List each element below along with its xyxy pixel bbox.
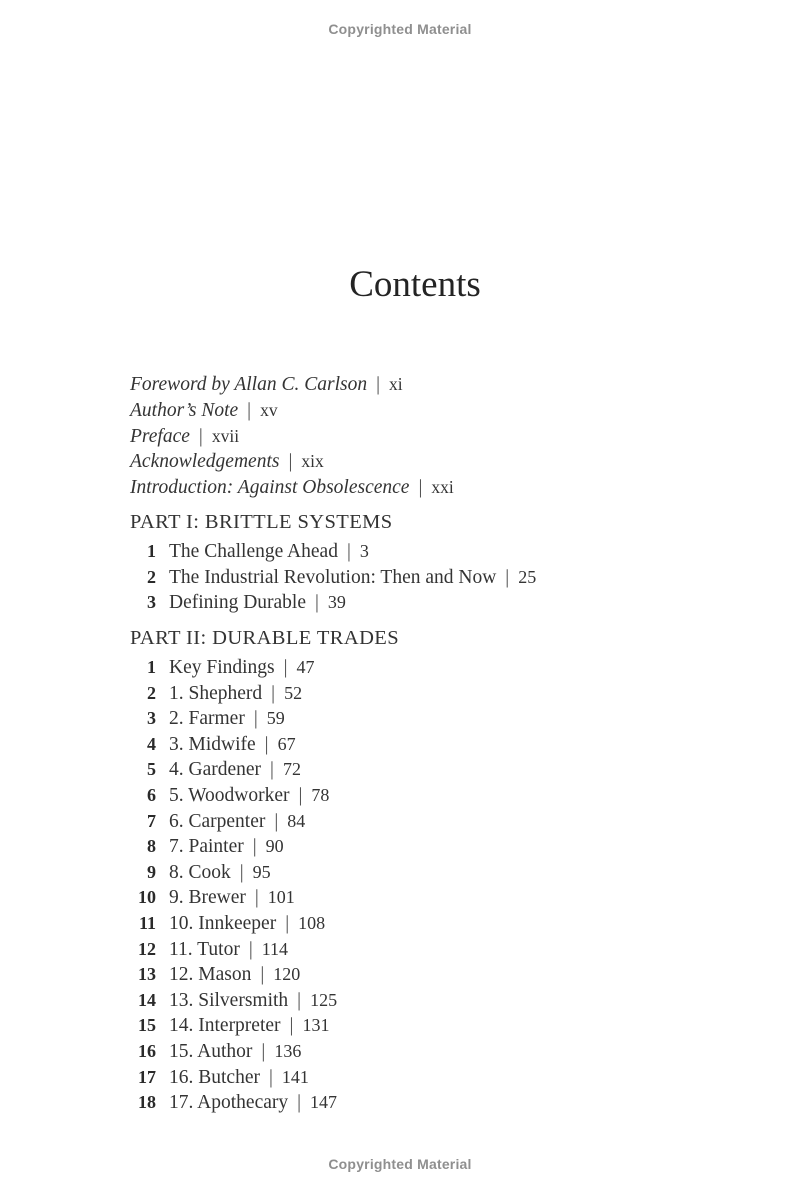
chapter-page: 78 <box>311 784 330 805</box>
separator: | <box>247 399 252 421</box>
contents-title: Contents <box>349 264 481 305</box>
chapter-number: 1 <box>147 541 156 561</box>
chapter-page: 84 <box>287 810 306 831</box>
entry-title: Foreword by Allan C. Carlson <box>130 374 368 395</box>
chapter-page: 59 <box>266 708 285 729</box>
chapter-title: Defining Durable <box>169 592 306 614</box>
toc-entry <box>130 1039 399 1065</box>
chapter-number: 16 <box>138 1040 156 1061</box>
front-matter-entry <box>130 424 454 450</box>
chapter-number: 18 <box>138 1092 156 1113</box>
chapter-title: 9. Brewer <box>169 887 246 909</box>
toc-entry <box>130 783 399 809</box>
chapter-title: 10. Innkeeper <box>169 912 277 934</box>
separator: | <box>376 374 380 395</box>
chapter-number: 7 <box>147 810 156 831</box>
chapter-title: 11. Tutor <box>169 938 240 960</box>
entry-page: xvii <box>211 425 240 446</box>
separator: | <box>264 733 269 755</box>
separator: | <box>289 1015 294 1037</box>
chapter-page: 25 <box>518 566 537 587</box>
chapter-page: 136 <box>274 1040 302 1061</box>
separator: | <box>505 566 510 588</box>
chapter-page: 95 <box>252 861 271 882</box>
separator: | <box>288 451 293 473</box>
chapter-page: 3 <box>359 541 369 561</box>
separator: | <box>346 541 351 562</box>
toc-entry <box>130 1013 399 1039</box>
toc-entry <box>130 885 399 911</box>
part-1-section <box>130 509 536 616</box>
separator: | <box>283 657 288 678</box>
chapter-number: 13 <box>138 964 156 985</box>
separator: | <box>298 784 303 806</box>
entry-page: xv <box>260 399 278 420</box>
chapter-page: 39 <box>327 592 346 613</box>
separator: | <box>297 989 302 1011</box>
separator: | <box>254 887 259 909</box>
chapter-title: 16. Butcher <box>169 1066 260 1088</box>
chapter-title: 6. Carpenter <box>169 810 266 832</box>
chapter-title: 1. Shepherd <box>169 682 263 704</box>
chapter-number: 15 <box>138 1015 156 1036</box>
chapter-title: 3. Midwife <box>169 733 256 755</box>
chapter-page: 108 <box>298 912 326 933</box>
toc-entry <box>130 809 399 835</box>
separator: | <box>271 682 276 704</box>
chapter-number: 2 <box>147 682 156 703</box>
part-heading: PART I: BRITTLE SYSTEMS <box>130 511 393 533</box>
chapter-title: 17. Apothecary <box>169 1092 289 1114</box>
chapter-page: 141 <box>281 1066 309 1087</box>
chapter-number: 4 <box>147 733 156 754</box>
chapter-number: 11 <box>138 912 156 933</box>
chapter-page: 131 <box>302 1015 330 1036</box>
separator: | <box>253 708 258 730</box>
separator: | <box>297 1092 302 1114</box>
chapter-number: 1 <box>147 657 156 677</box>
chapter-number: 12 <box>138 938 156 959</box>
toc-entry <box>130 757 399 783</box>
toc-entry <box>130 1090 399 1116</box>
toc-entry <box>130 565 536 591</box>
toc-entry <box>130 732 399 758</box>
toc-entry <box>130 911 399 937</box>
toc-entry <box>130 860 399 886</box>
chapter-number: 10 <box>138 887 156 908</box>
front-matter-list <box>130 372 454 501</box>
part-heading: PART II: DURABLE TRADES <box>130 627 400 649</box>
entry-page: xi <box>389 374 403 394</box>
separator: | <box>261 1040 266 1062</box>
entry-title: Author’s Note <box>130 399 239 421</box>
chapter-title: The Challenge Ahead <box>169 541 338 562</box>
chapter-page: 52 <box>284 682 303 703</box>
separator: | <box>239 861 244 883</box>
chapter-page: 90 <box>265 836 284 857</box>
copyright-notice-top: Copyrighted Material <box>328 21 472 37</box>
entry-title: Introduction: Against Obsolescence <box>130 477 410 499</box>
chapter-page: 101 <box>267 887 295 908</box>
separator: | <box>418 477 423 499</box>
front-matter-entry <box>130 372 454 398</box>
part-2-section <box>130 625 399 1116</box>
chapter-title: 15. Author <box>169 1040 253 1062</box>
separator: | <box>285 912 290 934</box>
chapter-page: 125 <box>310 989 338 1010</box>
chapter-page: 120 <box>273 964 301 985</box>
toc-entry <box>130 681 399 707</box>
chapter-number: 3 <box>147 592 156 613</box>
chapter-title: 14. Interpreter <box>169 1015 281 1037</box>
chapter-title: The Industrial Revolution: Then and Now <box>169 566 497 588</box>
chapter-number: 14 <box>138 989 156 1010</box>
chapter-title: 7. Painter <box>169 836 244 858</box>
toc-entry <box>130 706 399 732</box>
front-matter-entry <box>130 475 454 501</box>
toc-entry <box>130 937 399 963</box>
chapter-number: 6 <box>147 784 156 805</box>
separator: | <box>248 938 253 960</box>
chapter-title: Key Findings <box>169 657 275 678</box>
toc-entry <box>130 590 536 616</box>
chapter-page: 67 <box>277 733 296 754</box>
toc-entry <box>130 655 399 681</box>
chapter-page: 72 <box>282 759 301 780</box>
chapter-title: 8. Cook <box>169 861 231 883</box>
front-matter-entry <box>130 398 454 424</box>
chapter-number: 9 <box>147 861 156 882</box>
front-matter-entry <box>130 449 454 475</box>
separator: | <box>252 836 257 858</box>
chapter-title: 2. Farmer <box>169 708 245 730</box>
entry-title: Acknowledgements <box>130 451 280 473</box>
chapter-title: 4. Gardener <box>169 759 262 781</box>
chapter-title: 13. Silversmith <box>169 989 289 1011</box>
toc-entry <box>130 539 536 565</box>
separator: | <box>268 1066 273 1088</box>
chapter-title: 5. Woodworker <box>169 784 290 806</box>
separator: | <box>315 592 319 614</box>
chapter-number: 17 <box>138 1066 156 1087</box>
separator: | <box>260 964 265 986</box>
toc-entry <box>130 962 399 988</box>
entry-page: xxi <box>431 477 454 498</box>
chapter-page: 147 <box>310 1092 338 1113</box>
chapter-number: 5 <box>147 759 156 780</box>
entry-page: xix <box>301 451 324 472</box>
toc-entry <box>130 1065 399 1091</box>
toc-entry <box>130 988 399 1014</box>
chapter-number: 2 <box>147 566 156 587</box>
chapter-number: 8 <box>147 836 156 857</box>
chapter-number: 3 <box>147 708 156 729</box>
chapter-page: 47 <box>296 657 315 677</box>
copyright-notice-bottom: Copyrighted Material <box>328 1156 472 1172</box>
separator: | <box>198 425 203 447</box>
entry-title: Preface <box>130 425 190 447</box>
toc-entry <box>130 834 399 860</box>
chapter-title: 12. Mason <box>169 964 252 986</box>
chapter-page: 114 <box>261 938 289 959</box>
separator: | <box>270 759 274 781</box>
separator: | <box>274 810 279 832</box>
